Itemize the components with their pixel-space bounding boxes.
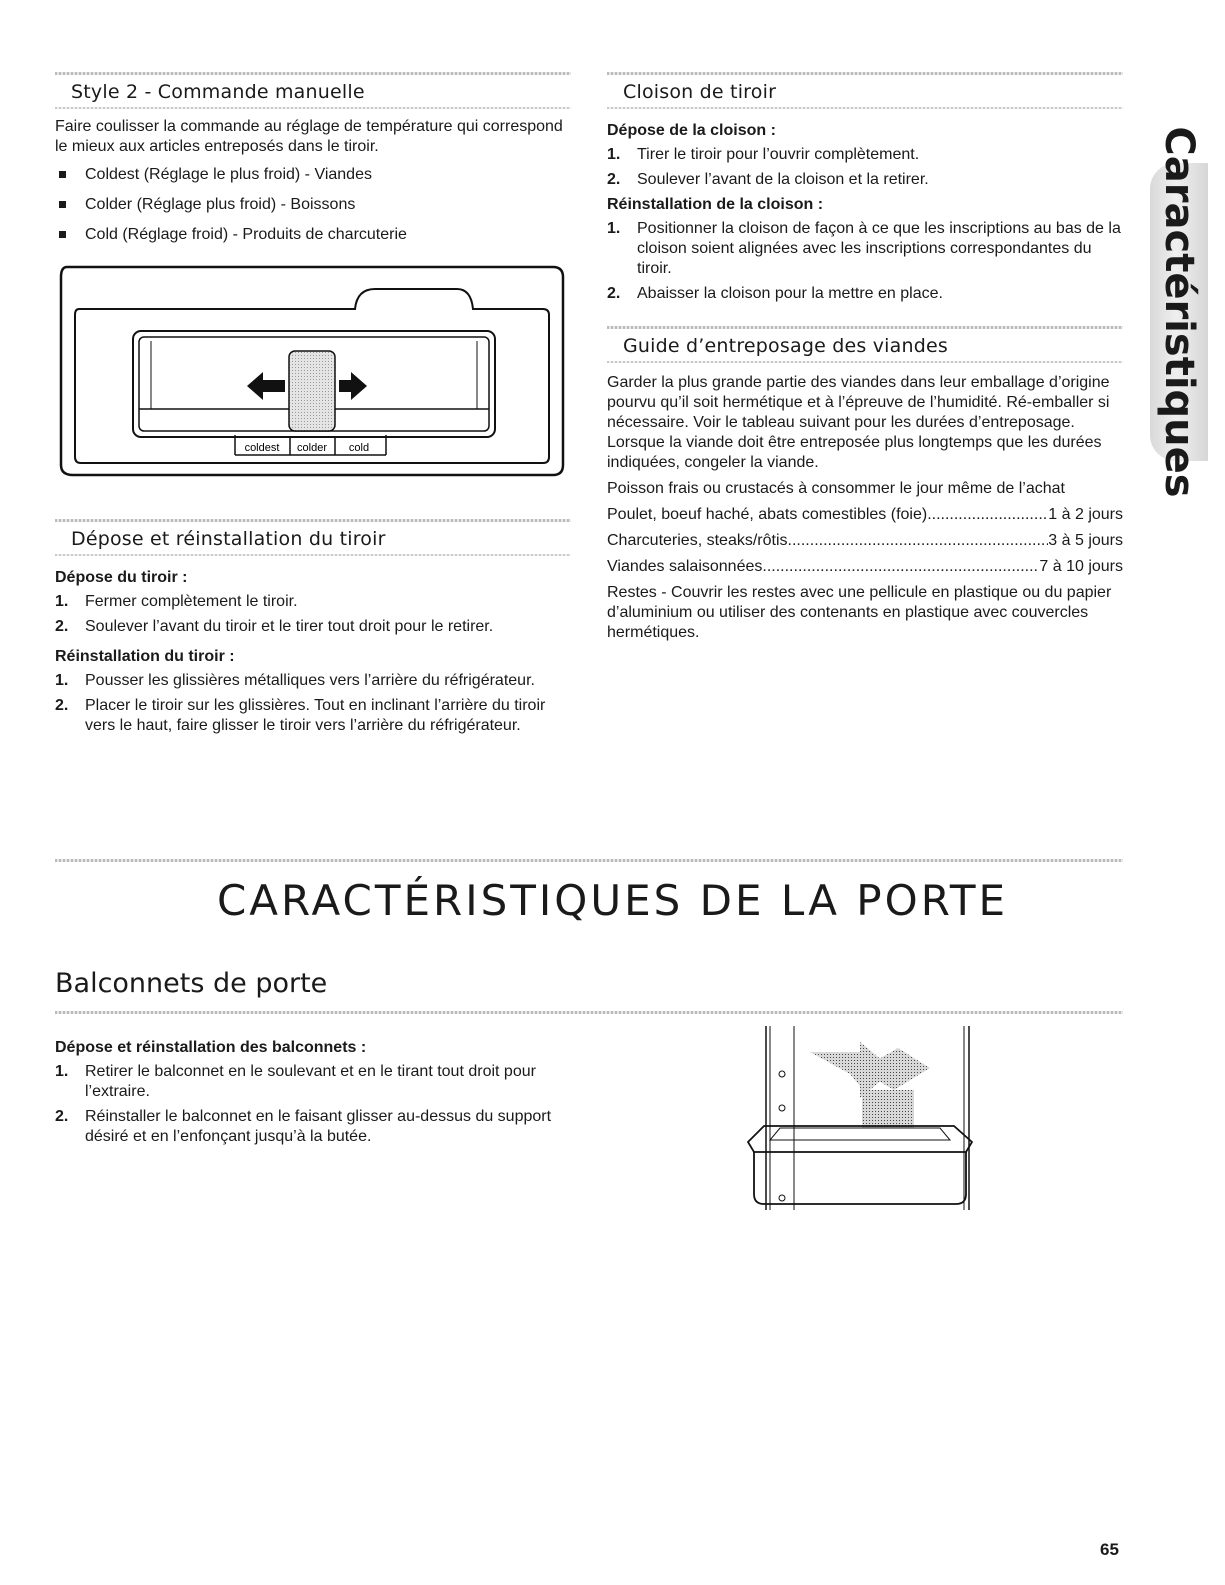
drawer-title: Dépose et réinstallation du tiroir [71, 528, 386, 550]
list-item: 2. Abaisser la cloison pour la mettre en place. [607, 285, 943, 302]
list-item: 1. Pousser les glissières métalliques vers l’arrière du réfrigérateur. [55, 672, 535, 689]
list-item: 1. Retirer le balconnet en le soulevant et en le tirant tout droit pour l’extraire. [55, 1063, 536, 1100]
door-bins-section [55, 1038, 555, 1152]
divider-remove-steps [607, 145, 1123, 190]
side-tab-label: Caractéristiques [1156, 126, 1202, 498]
divider-install-steps [607, 219, 1123, 304]
door-bins-heading: Dépose et réinstallation des balconnets : [55, 1039, 367, 1056]
meat-intro: Garder la plus grande partie des viandes dans leur emballage d’origine pourvu qu’il soit hermétique et à l’épreuve de l’humidité. Ré-emballer si nécessaire. Voir le tableau suivant pour les durées d’entreposage. Lorsque la viande doit être entreposée plus longtemps que les durées indiquées, congeler la viande. [607, 374, 1110, 471]
style2-title: Style 2 - Commande manuelle [71, 81, 365, 103]
list-item: 1. Tirer le tiroir pour l’ouvrir complètement. [607, 146, 920, 163]
section-rule [55, 1011, 1123, 1014]
meat-leftovers: Restes - Couvrir les restes avec une pellicule en plastique ou du papier d’aluminium ou utiliser des contenants en plastique avec couvercles hermétiques. [607, 584, 1112, 641]
section-rule [607, 107, 1123, 109]
dial-label-coldest: coldest [244, 442, 280, 454]
temperature-control-illustration [55, 259, 571, 481]
table-row [607, 505, 1123, 525]
door-bins-steps [55, 1062, 555, 1147]
row-label: Viandes salaisonnées [607, 558, 763, 575]
drawer-install-heading: Réinstallation du tiroir : [55, 648, 235, 665]
list-item: 2. Placer le tiroir sur les glissières. Tout en inclinant l’arrière du tiroir vers le haut, faire glisser le tiroir vers l’arrière du réfrigérateur. [55, 697, 546, 734]
row-value: 7 à 10 jours [1039, 558, 1123, 575]
list-item: Colder (Réglage plus froid) - Boissons [55, 195, 571, 215]
table-row [607, 557, 1123, 577]
list-item: Cold (Réglage froid) - Produits de charcuterie [55, 225, 571, 245]
list-item: 2. Réinstaller le balconnet en le faisant glisser au-dessus du support désiré et en l’enfonçant jusqu’à la butée. [55, 1108, 552, 1145]
row-value: 3 à 5 jours [1048, 532, 1123, 549]
list-item: 1. Positionner la cloison de façon à ce que les inscriptions au bas de la cloison soient alignées avec les inscriptions correspondantes du tiroir. [607, 220, 1121, 277]
door-features-title: CARACTÉRISTIQUES DE LA PORTE [216, 876, 1009, 925]
door-bins-title: Balconnets de porte [55, 968, 328, 999]
drawer-remove-heading: Dépose du tiroir : [55, 569, 188, 586]
section-side-tab [1150, 126, 1208, 498]
row-label: Charcuteries, steaks/rôtis [607, 532, 788, 549]
page-number: 65 [1100, 1540, 1119, 1559]
drawer-remove-steps [55, 592, 571, 637]
meat-fish-line: Poisson frais ou crustacés à consommer le jour même de l’achat [607, 480, 1065, 497]
table-row [607, 531, 1123, 551]
right-column [607, 72, 1123, 643]
divider-remove-heading: Dépose de la cloison : [607, 122, 776, 139]
section-rule [607, 361, 1123, 363]
left-column [55, 72, 571, 741]
dial-label-colder: colder [297, 442, 327, 454]
row-label: Poulet, boeuf haché, abats comestibles (foie) [607, 506, 928, 523]
section-rule [55, 554, 571, 556]
door-bin-illustration [740, 1018, 980, 1218]
divider-install-heading: Réinstallation de la cloison : [607, 196, 824, 213]
section-rule [55, 107, 571, 109]
section-rule [55, 859, 1123, 862]
meat-guide-title: Guide d’entreposage des viandes [623, 335, 948, 357]
row-value: 1 à 2 jours [1048, 506, 1123, 523]
list-item: 2. Soulever l’avant du tiroir et le tirer tout droit pour le retirer. [55, 618, 494, 635]
style2-intro: Faire coulisser la commande au réglage de température qui correspond le mieux aux articles entreposés dans le tiroir. [55, 118, 563, 155]
drawer-install-steps [55, 671, 571, 736]
divider-title: Cloison de tiroir [623, 81, 777, 103]
style2-bullets [55, 165, 571, 245]
list-item: Coldest (Réglage le plus froid) - Viandes [55, 165, 571, 185]
list-item: 2. Soulever l’avant de la cloison et la retirer. [607, 171, 929, 188]
dial-label-cold: cold [348, 442, 370, 454]
list-item: 1. Fermer complètement le tiroir. [55, 593, 298, 610]
